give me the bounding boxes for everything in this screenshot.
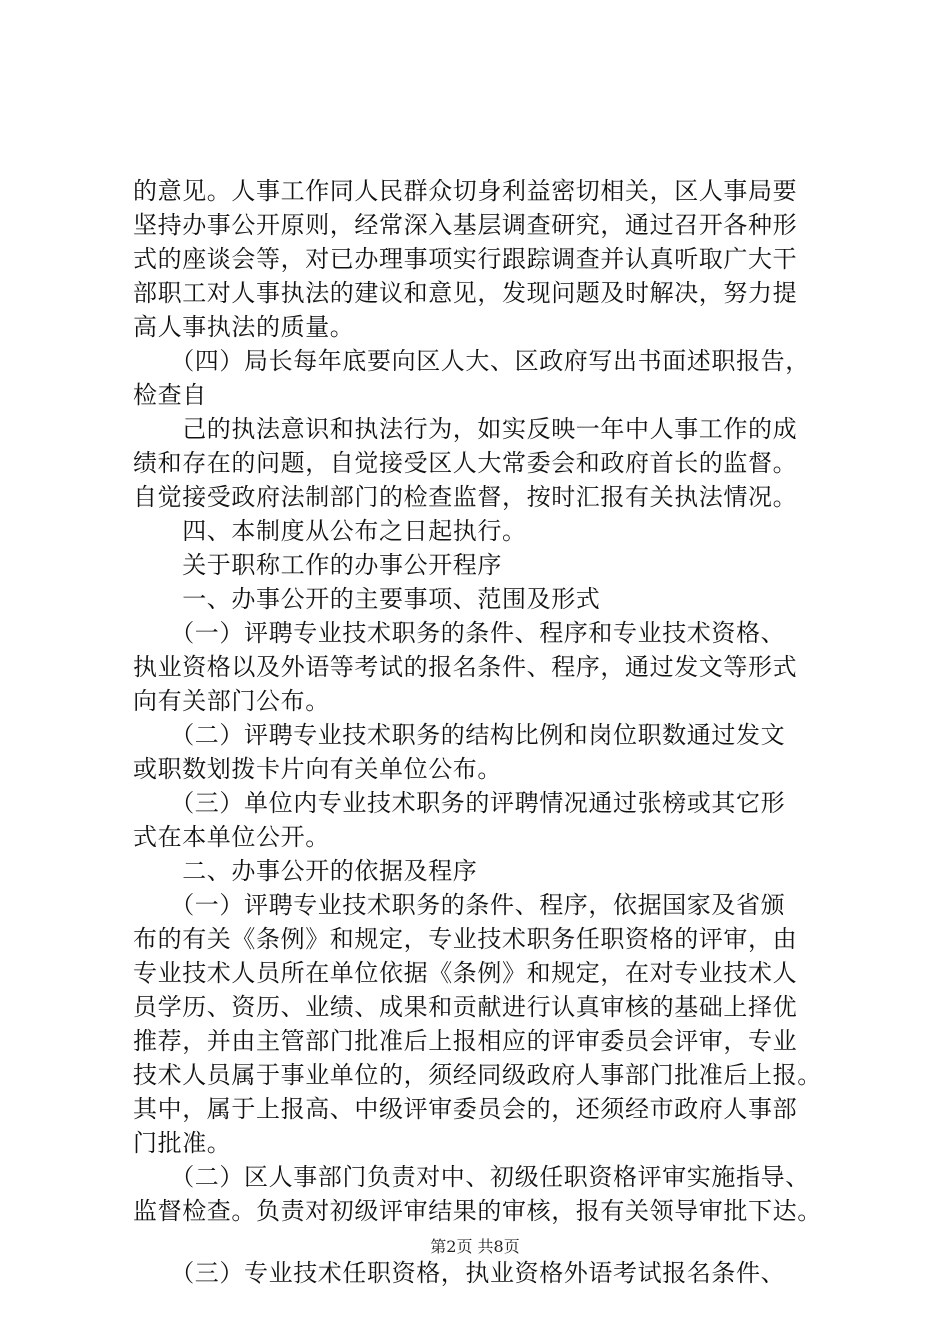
text-line: （三）单位内专业技术职务的评聘情况通过张榜或其它形 (133, 789, 786, 817)
text-line: 式的座谈会等，对已办理事项实行跟踪调查并认真听取广大干 (133, 245, 798, 273)
text-line: 坚持办事公开原则，经常深入基层调查研究，通过召开各种形 (133, 211, 798, 239)
text-line: 的意见。人事工作同人民群众切身利益密切相关，区人事局要 (133, 177, 798, 205)
text-line: 门批准。 (133, 1129, 232, 1157)
text-line: 专业技术人员所在单位依据《条例》和规定，在对专业技术人 (133, 959, 798, 987)
text-line: （一）评聘专业技术职务的条件、程序和专业技术资格、 (133, 619, 786, 647)
text-line: 绩和存在的问题，自觉接受区人大常委会和政府首长的监督。 (133, 449, 798, 477)
page-number-footer: 第2页 共8页 (430, 1237, 520, 1256)
text-line: 其中，属于上报高、中级评审委员会的，还须经市政府人事部 (133, 1095, 798, 1123)
text-line: 布的有关《条例》和规定，专业技术职务任职资格的评审，由 (133, 925, 798, 953)
text-line: 四、本制度从公布之日起执行。 (133, 517, 527, 545)
text-line: 高人事执法的质量。 (133, 313, 355, 341)
text-line: 推荐，并由主管部门批准后上报相应的评审委员会评审，专业 (133, 1027, 798, 1055)
text-line: 二、办事公开的依据及程序 (133, 857, 478, 885)
text-line: 式在本单位公开。 (133, 823, 330, 851)
text-line: （四）局长每年底要向区人大、区政府写出书面述职报告， (133, 347, 810, 375)
text-line: 员学历、资历、业绩、成果和贡献进行认真审核的基础上择优 (133, 993, 798, 1021)
text-line: 关于职称工作的办事公开程序 (133, 551, 502, 579)
document-body (133, 174, 833, 1290)
text-line: （二）区人事部门负责对中、初级任职资格评审实施指导、 (133, 1163, 810, 1191)
text-line: （三）专业技术任职资格，执业资格外语考试报名条件、 (133, 1259, 786, 1287)
text-line: 执业资格以及外语等考试的报名条件、程序，通过发文等形式 (133, 653, 798, 681)
text-line: 己的执法意识和执法行为，如实反映一年中人事工作的成 (133, 415, 798, 443)
text-line: 自觉接受政府法制部门的检查监督，按时汇报有关执法情况。 (133, 483, 798, 511)
text-line: 或职数划拨卡片向有关单位公布。 (133, 755, 502, 783)
text-line: 部职工对人事执法的建议和意见，发现问题及时解决，努力提 (133, 279, 798, 307)
text-line: 一、办事公开的主要事项、范围及形式 (133, 585, 601, 613)
text-line: 监督检查。负责对初级评审结果的审核，报有关领导审批下达。 (133, 1197, 822, 1225)
text-line: 技术人员属于事业单位的，须经同级政府人事部门批准后上报。 (133, 1061, 822, 1089)
text-line: 向有关部门公布。 (133, 687, 330, 715)
text-line: （一）评聘专业技术职务的条件、程序，依据国家及省颁 (133, 891, 786, 919)
text-line: 检查自 (133, 381, 207, 409)
text-line: （二）评聘专业技术职务的结构比例和岗位职数通过发文 (133, 721, 786, 749)
